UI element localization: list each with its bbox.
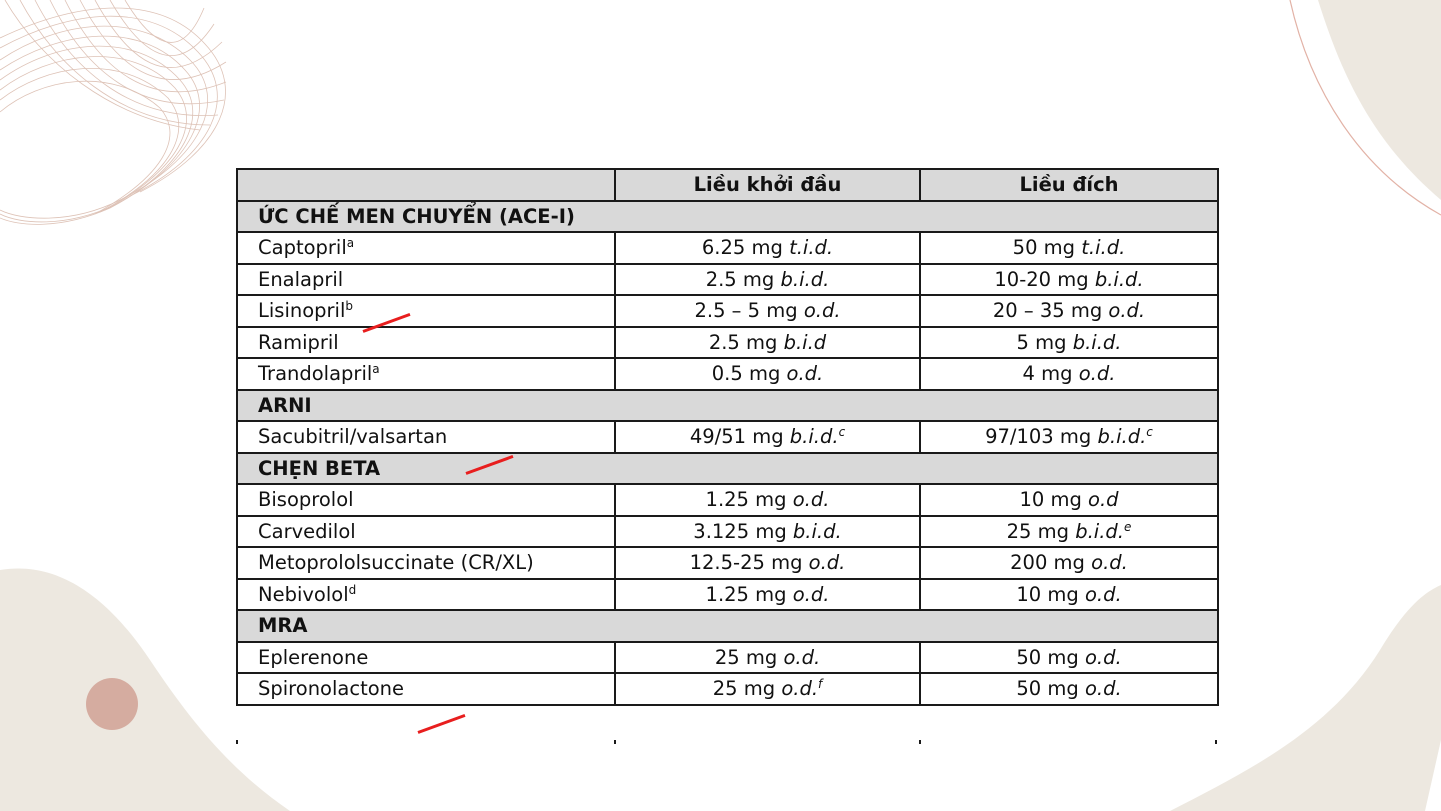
start-dose-cell <box>615 579 920 611</box>
footnote-marker: a <box>346 236 355 251</box>
dose-amount: 1.25 mg <box>705 488 787 512</box>
dose-amount: 97/103 mg <box>985 425 1092 449</box>
drug-name: Spironolactone <box>258 677 405 701</box>
table-row <box>237 642 1218 674</box>
target-dose-cell <box>920 421 1218 453</box>
start-dose-cell <box>615 547 920 579</box>
beige-blob-decoration <box>1318 0 1441 200</box>
target-dose-cell <box>920 642 1218 674</box>
dose-amount: 10 mg <box>1016 582 1079 606</box>
dose-frequency: o.d. <box>1091 551 1128 575</box>
dose-frequency: o.d. <box>1084 645 1122 669</box>
drug-name: Sacubitril/valsartan <box>258 425 448 449</box>
footnote-marker: b <box>345 299 354 314</box>
dose-amount: 200 mg <box>1010 551 1085 575</box>
drug-name: Bisoprolol <box>258 488 354 512</box>
wave-lines-decoration <box>0 0 226 224</box>
section-row <box>237 610 1218 642</box>
drug-name: Metoprololsuccinate (CR/XL) <box>258 551 534 575</box>
dose-amount: 50 mg <box>1016 677 1079 701</box>
drug-cell <box>237 673 615 705</box>
dose-frequency: t.i.d. <box>789 236 834 260</box>
footnote-marker: f <box>818 677 823 692</box>
target-dose-cell <box>920 484 1218 516</box>
section-row <box>237 201 1218 233</box>
dose-amount: 2.5 mg <box>708 330 778 354</box>
start-dose-cell <box>615 421 920 453</box>
target-dose-cell <box>920 358 1218 390</box>
dose-frequency: o.d. <box>1108 299 1146 323</box>
dose-amount: 25 mg <box>714 645 778 669</box>
drug-cell <box>237 421 615 453</box>
header-drug <box>237 169 615 201</box>
dose-amount: 2.5 mg <box>705 267 775 291</box>
drug-cell <box>237 484 615 516</box>
dose-frequency: b.i.d <box>783 330 827 354</box>
footnote-marker: c <box>838 425 846 440</box>
start-dose-cell <box>615 642 920 674</box>
drug-name: Eplerenone <box>258 645 369 669</box>
drug-name: Trandolapril <box>258 362 373 386</box>
dose-frequency: o.d. <box>803 299 841 323</box>
drug-name: Enalapril <box>258 267 344 291</box>
dose-frequency: o.d. <box>1084 582 1122 606</box>
target-dose-cell <box>920 516 1218 548</box>
dose-amount: 3.125 mg <box>693 519 787 543</box>
drug-cell <box>237 547 615 579</box>
table-row <box>237 327 1218 359</box>
target-dose-cell <box>920 673 1218 705</box>
start-dose-cell <box>615 327 920 359</box>
table-row <box>237 579 1218 611</box>
dose-amount: 49/51 mg <box>689 425 784 449</box>
table-row <box>237 264 1218 296</box>
table-row <box>237 484 1218 516</box>
section-title: ỨC CHẾ MEN CHUYỂN (ACE-I) <box>237 201 1218 233</box>
dose-frequency: o.d. <box>786 362 824 386</box>
target-dose-cell <box>920 547 1218 579</box>
drug-cell <box>237 516 615 548</box>
table-body <box>237 201 1218 705</box>
dose-frequency: o.d. <box>783 645 821 669</box>
start-dose-cell <box>615 264 920 296</box>
table-row <box>237 547 1218 579</box>
dose-frequency: o.d. <box>792 582 830 606</box>
dose-frequency: b.i.d. <box>789 425 839 449</box>
dose-frequency: b.i.d. <box>1094 267 1144 291</box>
dose-frequency: b.i.d. <box>792 519 842 543</box>
drug-name: Carvedilol <box>258 519 356 543</box>
cut-off-row <box>236 740 1217 744</box>
dose-frequency: o.d. <box>808 551 846 575</box>
dose-amount: 4 mg <box>1022 362 1073 386</box>
rose-circle-decoration <box>86 678 138 730</box>
section-row <box>237 453 1218 485</box>
dose-amount: 5 mg <box>1016 330 1067 354</box>
section-row <box>237 390 1218 422</box>
footnote-marker: a <box>372 362 380 377</box>
dose-amount: 2.5 – 5 mg <box>694 299 798 323</box>
drug-cell <box>237 295 615 327</box>
drug-cell <box>237 358 615 390</box>
drug-name: Ramipril <box>258 330 339 354</box>
drug-cell <box>237 642 615 674</box>
drug-name: Captopril <box>258 236 347 260</box>
header-target-dose: Liều đích <box>920 169 1218 201</box>
table-row <box>237 358 1218 390</box>
drug-cell <box>237 232 615 264</box>
target-dose-cell <box>920 295 1218 327</box>
dose-amount: 10 mg <box>1019 488 1082 512</box>
table-row <box>237 516 1218 548</box>
table-row <box>237 421 1218 453</box>
table-header-row <box>237 169 1218 201</box>
target-dose-cell <box>920 264 1218 296</box>
dose-frequency: b.i.d. <box>780 267 830 291</box>
section-title: CHẸN BETA <box>237 453 1218 485</box>
heart-failure-dose-table <box>236 168 1219 706</box>
drug-cell <box>237 327 615 359</box>
dose-amount: 6.25 mg <box>701 236 783 260</box>
dose-frequency: o.d. <box>781 677 819 701</box>
dose-frequency: o.d. <box>1078 362 1116 386</box>
target-dose-cell <box>920 579 1218 611</box>
dose-amount: 50 mg <box>1012 236 1076 260</box>
dose-amount: 10-20 mg <box>994 267 1089 291</box>
start-dose-cell <box>615 232 920 264</box>
target-dose-cell <box>920 327 1218 359</box>
dose-frequency: o.d. <box>792 488 830 512</box>
drug-name: Lisinopril <box>258 299 346 323</box>
table-row <box>237 673 1218 705</box>
dose-amount: 50 mg <box>1016 645 1079 669</box>
dose-amount: 25 mg <box>712 677 776 701</box>
dose-amount: 1.25 mg <box>705 582 787 606</box>
dose-amount: 12.5-25 mg <box>689 551 803 575</box>
dose-frequency: t.i.d. <box>1081 236 1126 260</box>
start-dose-cell <box>615 295 920 327</box>
start-dose-cell <box>615 673 920 705</box>
footnote-marker: c <box>1146 425 1153 440</box>
dose-frequency: b.i.d. <box>1072 330 1122 354</box>
dose-frequency: o.d <box>1088 488 1119 512</box>
section-title: ARNI <box>237 390 1218 422</box>
dose-frequency: b.i.d. <box>1075 519 1124 543</box>
drug-name: Nebivolol <box>258 582 349 606</box>
footnote-marker: d <box>348 582 357 597</box>
start-dose-cell <box>615 484 920 516</box>
dose-frequency: o.d. <box>1084 677 1122 701</box>
section-title: MRA <box>237 610 1218 642</box>
dose-frequency: b.i.d. <box>1097 425 1147 449</box>
dose-amount: 25 mg <box>1006 519 1069 543</box>
table-row <box>237 232 1218 264</box>
footnote-marker: e <box>1123 519 1132 534</box>
drug-cell <box>237 579 615 611</box>
header-start-dose: Liều khởi đầu <box>615 169 920 201</box>
dose-amount: 0.5 mg <box>711 362 781 386</box>
target-dose-cell <box>920 232 1218 264</box>
start-dose-cell <box>615 358 920 390</box>
dose-amount: 20 – 35 mg <box>992 299 1103 323</box>
start-dose-cell <box>615 516 920 548</box>
drug-cell <box>237 264 615 296</box>
